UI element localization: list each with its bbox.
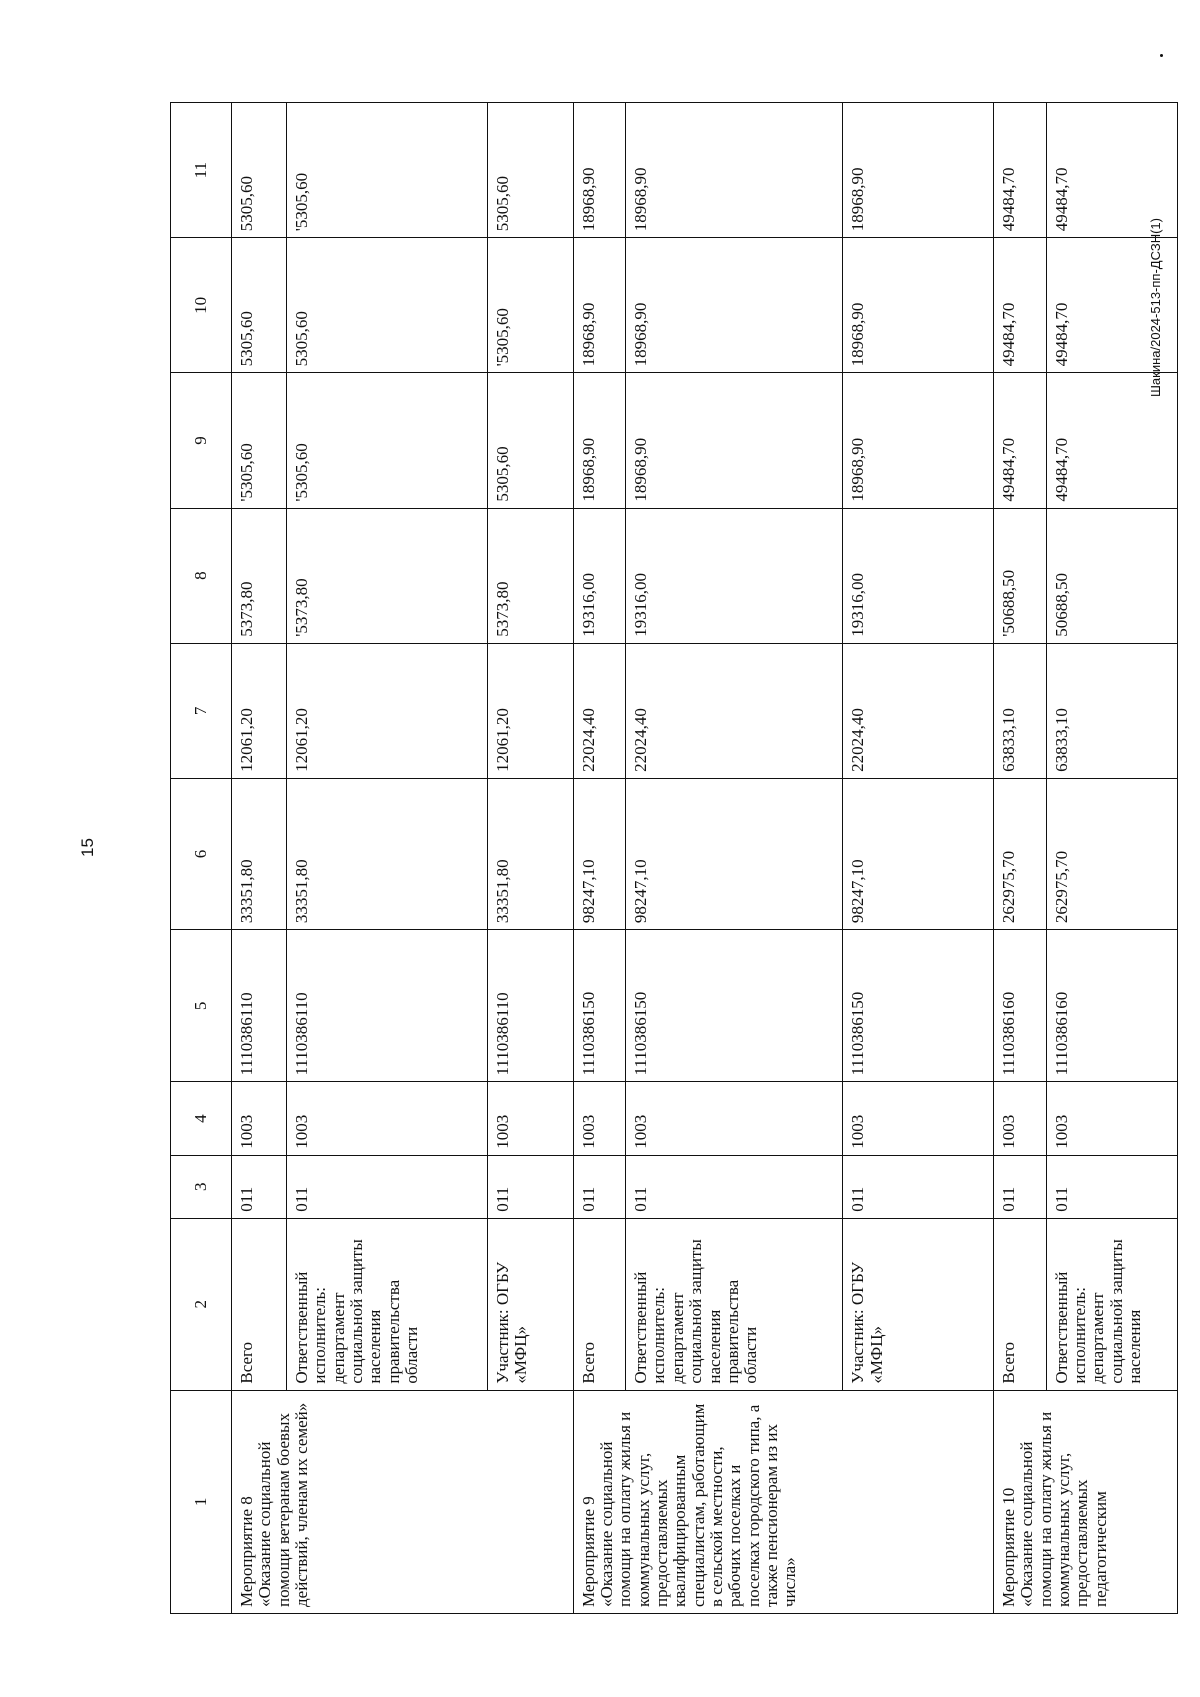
value-cell: 1110386110	[231, 930, 286, 1082]
value-cell: 19316,00	[843, 508, 994, 643]
value-cell: 18968,90	[573, 238, 626, 373]
scan-speck	[1160, 54, 1163, 57]
col-number: 10	[171, 238, 232, 373]
value-cell: 33351,80	[487, 778, 573, 929]
role-cell: Всего	[993, 1218, 1046, 1390]
value-cell: '5305,60	[286, 373, 487, 508]
value-cell: 18968,90	[573, 373, 626, 508]
value-cell: 011	[843, 1155, 994, 1218]
value-cell: 49484,70	[1046, 238, 1177, 373]
value-cell: 18968,90	[626, 103, 843, 238]
document-code: Шакина/2024-513-пп-ДСЗН(1)	[1148, 218, 1163, 397]
role-cell: Ответственный исполнитель: департамент социальной защиты населения правительства области	[626, 1218, 843, 1390]
value-cell: 19316,00	[573, 508, 626, 643]
value-cell: 49484,70	[1046, 103, 1177, 238]
value-cell: 49484,70	[993, 103, 1046, 238]
value-cell: 33351,80	[231, 778, 286, 929]
role-cell: Всего	[573, 1218, 626, 1390]
value-cell: 1110386160	[993, 930, 1046, 1082]
value-cell: 1110386150	[573, 930, 626, 1082]
value-cell: 1110386160	[1046, 930, 1177, 1082]
value-cell: 12061,20	[286, 643, 487, 778]
value-cell: 12061,20	[487, 643, 573, 778]
value-cell: 262975,70	[1046, 778, 1177, 929]
table-row	[573, 103, 626, 1614]
value-cell: 011	[993, 1155, 1046, 1218]
table-row	[231, 103, 286, 1614]
role-cell: Ответственный исполнитель: департамент социальной защиты населения правительства области	[286, 1218, 487, 1390]
value-cell: 49484,70	[993, 373, 1046, 508]
value-cell: 1110386110	[487, 930, 573, 1082]
value-cell: 011	[487, 1155, 573, 1218]
col-number: 6	[171, 778, 232, 929]
value-cell: 011	[573, 1155, 626, 1218]
value-cell: 22024,40	[626, 643, 843, 778]
col-number: 4	[171, 1082, 232, 1155]
value-cell: '50688,50	[993, 508, 1046, 643]
column-number-row	[171, 103, 232, 1614]
value-cell: 18968,90	[573, 103, 626, 238]
value-cell: 33351,80	[286, 778, 487, 929]
table-row	[286, 103, 487, 1614]
value-cell: 1003	[487, 1082, 573, 1155]
col-number: 8	[171, 508, 232, 643]
value-cell: 50688,50	[1046, 508, 1177, 643]
value-cell: 5305,60	[487, 103, 573, 238]
value-cell: 5305,60	[487, 373, 573, 508]
col-number: 2	[171, 1218, 232, 1390]
measure-cell: Мероприятие 8 «Оказание социальной помощи ветеранам боевых действий, членам их семей»	[231, 1390, 573, 1613]
table-row	[843, 103, 994, 1614]
value-cell: 18968,90	[843, 373, 994, 508]
col-number: 3	[171, 1155, 232, 1218]
value-cell: 011	[1046, 1155, 1177, 1218]
value-cell: 63833,10	[993, 643, 1046, 778]
value-cell: 49484,70	[993, 238, 1046, 373]
value-cell: 18968,90	[843, 238, 994, 373]
role-cell: Ответственный исполнитель: департамент социальной защиты населения	[1046, 1218, 1177, 1390]
value-cell: 22024,40	[843, 643, 994, 778]
value-cell: '5305,60	[286, 103, 487, 238]
col-number: 9	[171, 373, 232, 508]
budget-table	[170, 102, 1178, 1614]
value-cell: 1110386110	[286, 930, 487, 1082]
value-cell: 1110386150	[626, 930, 843, 1082]
value-cell: 18968,90	[626, 238, 843, 373]
col-number: 7	[171, 643, 232, 778]
value-cell: 011	[626, 1155, 843, 1218]
value-cell: '5373,80	[286, 508, 487, 643]
value-cell: 1110386150	[843, 930, 994, 1082]
value-cell: 22024,40	[573, 643, 626, 778]
value-cell: 1003	[573, 1082, 626, 1155]
col-number: 5	[171, 930, 232, 1082]
value-cell: 63833,10	[1046, 643, 1177, 778]
value-cell: 5373,80	[231, 508, 286, 643]
role-cell: Участник: ОГБУ «МФЦ»	[487, 1218, 573, 1390]
role-cell: Участник: ОГБУ «МФЦ»	[843, 1218, 994, 1390]
value-cell: 1003	[1046, 1082, 1177, 1155]
value-cell: 1003	[231, 1082, 286, 1155]
value-cell: 98247,10	[573, 778, 626, 929]
measure-cell: Мероприятие 9 «Оказание социальной помощи на оплату жилья и коммунальных услуг, предоставляемых квалифицированным специалистам, работающим в сельской местности, рабочих поселках и поселках городского типа, а также пенсионерам из их числа»	[573, 1390, 993, 1613]
table-row	[993, 103, 1046, 1614]
value-cell: 19316,00	[626, 508, 843, 643]
value-cell: 1003	[286, 1082, 487, 1155]
role-cell: Всего	[231, 1218, 286, 1390]
value-cell: 49484,70	[1046, 373, 1177, 508]
value-cell: '5305,60	[487, 238, 573, 373]
value-cell: 5305,60	[231, 103, 286, 238]
measure-cell: Мероприятие 10 «Оказание социальной помощи на оплату жилья и коммунальных услуг, предоставляемых педагогическим	[993, 1390, 1177, 1613]
value-cell: 5305,60	[231, 238, 286, 373]
value-cell: 5373,80	[487, 508, 573, 643]
value-cell: '5305,60	[231, 373, 286, 508]
col-number: 11	[171, 103, 232, 238]
value-cell: 1003	[626, 1082, 843, 1155]
value-cell: 262975,70	[993, 778, 1046, 929]
value-cell: 98247,10	[843, 778, 994, 929]
table-row	[487, 103, 573, 1614]
value-cell: 011	[286, 1155, 487, 1218]
value-cell: 1003	[843, 1082, 994, 1155]
value-cell: 18968,90	[626, 373, 843, 508]
value-cell: 5305,60	[286, 238, 487, 373]
table-row	[626, 103, 843, 1614]
value-cell: 98247,10	[626, 778, 843, 929]
col-number: 1	[171, 1390, 232, 1613]
value-cell: 011	[231, 1155, 286, 1218]
value-cell: 1003	[993, 1082, 1046, 1155]
value-cell: 12061,20	[231, 643, 286, 778]
value-cell: 18968,90	[843, 103, 994, 238]
page-number: 15	[78, 838, 97, 857]
